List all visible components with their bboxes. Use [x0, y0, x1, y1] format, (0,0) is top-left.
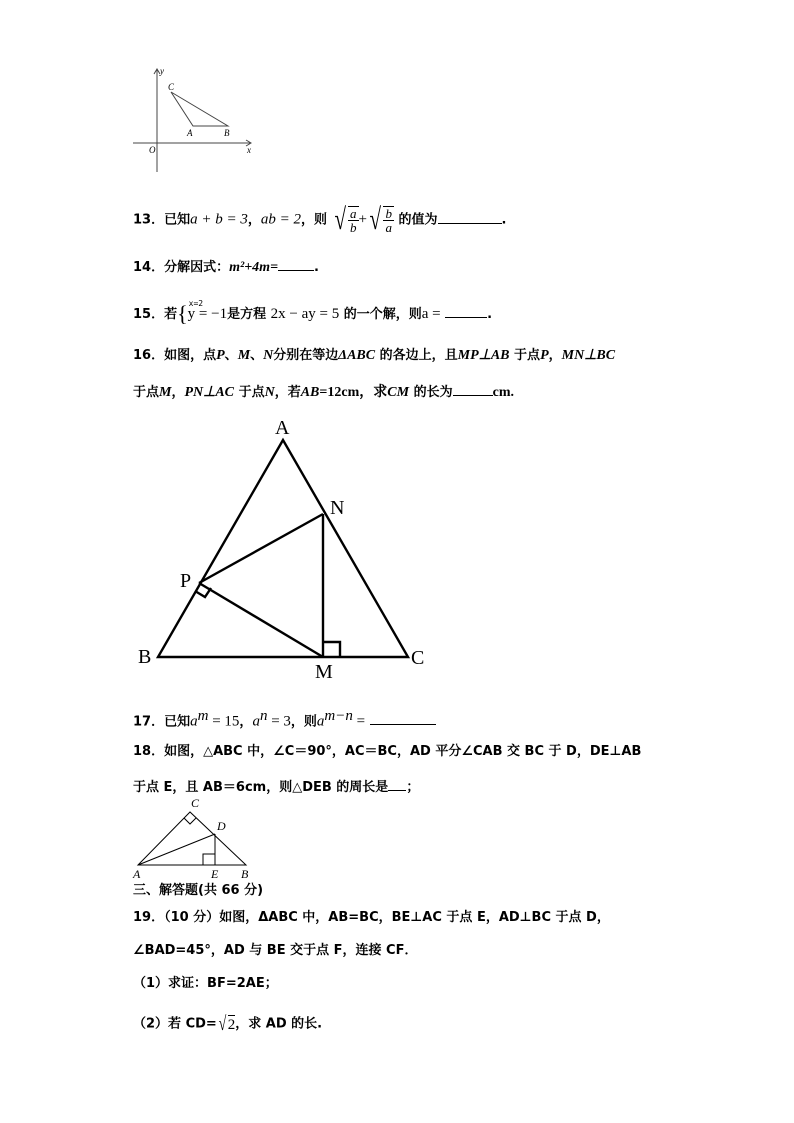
math: M — [237, 348, 251, 363]
math: P — [540, 348, 549, 363]
text: =12cm，求 — [319, 385, 388, 400]
label-B: B — [138, 646, 152, 668]
denominator: a — [385, 220, 392, 235]
label-C: C — [411, 647, 425, 669]
question-15 — [133, 299, 493, 326]
sqrt-2: √ 2 — [218, 1013, 236, 1035]
question-16-line-2 — [133, 381, 514, 402]
text: 如图，点 — [164, 348, 217, 363]
math: PN⊥AC — [184, 385, 235, 400]
math: = 15 — [208, 713, 240, 730]
text: ， — [247, 212, 261, 228]
question-number: 13． — [133, 212, 165, 228]
text: ，则 — [301, 212, 328, 228]
exponent: m−n — [324, 708, 353, 724]
text: 是方程 — [227, 307, 267, 322]
text: 于点 — [238, 385, 265, 400]
denominator: b — [350, 220, 357, 235]
question-16-line-1 — [133, 347, 615, 365]
text: 已知 — [164, 714, 191, 730]
label-C: C — [168, 82, 175, 92]
label-P: P — [180, 570, 192, 592]
text: 的一个解，则 — [343, 307, 422, 322]
exponent: n — [259, 708, 268, 724]
text: . — [487, 307, 493, 322]
numerator: a — [350, 206, 357, 221]
math: ΔABC — [338, 348, 376, 363]
label-A: A — [187, 128, 193, 138]
math: M — [159, 385, 172, 400]
system-top: x=2 — [188, 299, 204, 308]
text: ，若 — [274, 385, 301, 400]
answer-blank[interactable] — [445, 303, 487, 318]
text: 的长为 — [413, 385, 453, 400]
math: MP⊥AB — [457, 348, 510, 363]
math: N — [263, 348, 274, 363]
label-y-axis: y — [160, 66, 164, 76]
text: 已知 — [164, 212, 191, 228]
math: a = — [421, 306, 441, 322]
section-heading: 三、解答题(共 66 分) — [133, 883, 264, 898]
text: . — [501, 212, 507, 228]
sqrt-a-over-b: √ $\frac{a}{b}$ — [334, 203, 357, 236]
math: ab = 2 — [260, 211, 301, 228]
label-B: B — [224, 128, 230, 138]
math: N — [264, 385, 275, 400]
answer-blank[interactable] — [370, 710, 436, 725]
question-18-line-2 — [133, 776, 419, 797]
text: 分别在等边 — [273, 348, 339, 363]
label-A: A — [275, 417, 290, 439]
math: a + b = 3 — [190, 211, 248, 228]
system — [187, 299, 228, 322]
radicand: 2 — [227, 1016, 236, 1033]
question-number: 14． — [133, 260, 165, 275]
label-B: B — [241, 867, 249, 881]
plus: + — [358, 211, 367, 228]
question-14 — [133, 256, 319, 277]
math: = 3 — [267, 713, 291, 730]
text: 的值为 — [398, 212, 438, 228]
math: m²+4m= — [229, 260, 279, 275]
text: 分解因式： — [164, 260, 230, 275]
text: ，则 — [290, 714, 317, 730]
label-D: D — [217, 819, 226, 833]
question-19-line-1: 19．（10 分）如图，ΔABC 中，AB=BC，BE⊥AC 于点 E，AD⊥BC 于点 D， — [133, 910, 610, 925]
text: ， — [171, 385, 185, 400]
label-origin: O — [149, 145, 156, 155]
brace: { — [177, 301, 188, 326]
math: = — [352, 713, 366, 730]
text: 于点 — [133, 385, 160, 400]
system-bottom: y = −1 — [187, 306, 228, 322]
text: 于点 E，且 AB＝6cm，则△DEB 的周长是 — [133, 780, 389, 795]
label-C: C — [191, 796, 200, 810]
answer-blank[interactable] — [453, 381, 493, 396]
answer-blank[interactable] — [278, 256, 314, 271]
answer-blank[interactable] — [388, 776, 406, 791]
math: MN⊥BC — [561, 348, 616, 363]
text: （2）若 CD= — [133, 1016, 217, 1032]
question-13 — [133, 205, 506, 235]
question-number: 16． — [133, 348, 165, 363]
math: AB — [300, 385, 320, 400]
question-19-part-1: （1）求证：BF=2AE； — [133, 976, 278, 991]
question-17 — [133, 707, 436, 731]
text: 、 — [224, 348, 238, 363]
math: CM — [387, 385, 410, 400]
question-number: 15． — [133, 307, 165, 322]
numerator: b — [385, 206, 392, 221]
text: ， — [239, 714, 253, 730]
text: 的各边上，且 — [379, 348, 458, 363]
sqrt-b-over-a: √ $\frac{b}{a}$ — [369, 203, 392, 236]
text: . — [314, 260, 319, 275]
math: a — [316, 713, 325, 730]
math: 2x − ay = 5 — [270, 306, 340, 322]
text: 若 — [164, 307, 178, 322]
text: cm. — [492, 385, 514, 400]
text: ； — [406, 780, 420, 795]
question-19-line-2: ∠BAD=45°，AD 与 BE 交于点 F，连接 CF． — [133, 943, 418, 958]
math: a — [190, 713, 198, 730]
question-19-part-2 — [133, 1009, 322, 1039]
label-A: A — [133, 867, 141, 881]
text: ， — [548, 348, 562, 363]
text: 于点 — [514, 348, 541, 363]
math: a — [252, 713, 260, 730]
label-M: M — [315, 661, 333, 683]
math: P — [216, 348, 225, 363]
text: ，求 AD 的长. — [235, 1016, 323, 1032]
answer-blank[interactable] — [438, 209, 502, 224]
question-number: 17． — [133, 714, 165, 730]
label-E: E — [211, 867, 219, 881]
text: 、 — [250, 348, 264, 363]
label-x-axis: x — [247, 145, 251, 155]
question-18-line-1: 18．如图，△ABC 中，∠C＝90°，AC＝BC，AD 平分∠CAB 交 BC 于 D，DE⊥AB — [133, 744, 642, 759]
label-N: N — [330, 497, 345, 519]
exponent: m — [197, 708, 209, 724]
